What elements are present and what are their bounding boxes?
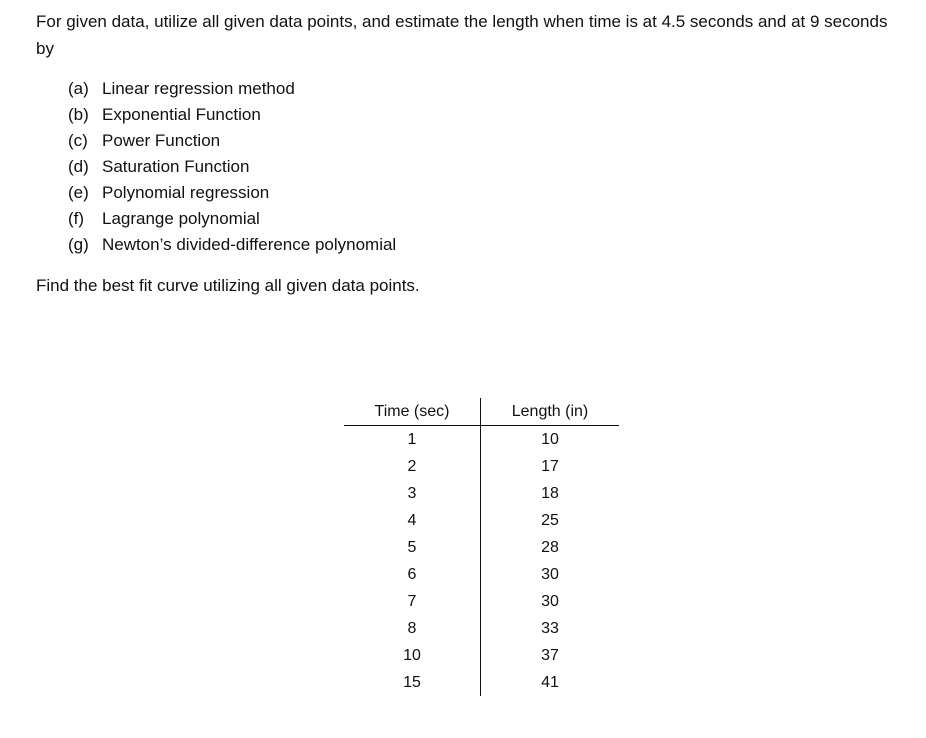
time-cell: 2: [407, 457, 417, 475]
time-cell: 1: [407, 430, 417, 448]
time-cell: 15: [403, 673, 421, 691]
table-row: [344, 588, 619, 615]
table-row: [344, 642, 619, 669]
method-letter: (b): [68, 105, 89, 124]
length-cell: 37: [481, 642, 620, 669]
length-cell: 30: [481, 561, 620, 588]
method-text: Polynomial regression: [102, 183, 270, 202]
method-item: [68, 154, 396, 180]
table-row: [344, 453, 619, 480]
table-row: [344, 561, 619, 588]
time-cell: 8: [407, 619, 417, 637]
length-cell: 25: [481, 507, 620, 534]
table-row: [344, 426, 619, 454]
method-item: [68, 232, 396, 258]
method-item: [68, 76, 396, 102]
closing-instruction: Find the best fit curve utilizing all given data points.: [36, 276, 420, 295]
length-cell: 30: [481, 588, 620, 615]
length-cell: 41: [481, 669, 620, 696]
time-cell: 4: [407, 511, 417, 529]
length-cell: 10: [481, 426, 620, 454]
table-row: [344, 507, 619, 534]
table-row: [344, 534, 619, 561]
method-letter: (g): [68, 235, 89, 254]
length-cell: 28: [481, 534, 620, 561]
method-text: Saturation Function: [102, 157, 250, 176]
table-row: [344, 615, 619, 642]
time-cell: 7: [407, 592, 417, 610]
method-letter: (d): [68, 157, 89, 176]
table-row: [344, 480, 619, 507]
method-letter: (c): [68, 131, 88, 150]
table-row: [344, 669, 619, 696]
method-letter: (e): [68, 183, 89, 202]
method-letter: (a): [68, 79, 89, 98]
time-cell: 5: [407, 538, 417, 556]
time-cell: 10: [403, 646, 421, 664]
method-item: [68, 128, 396, 154]
method-item: [68, 180, 396, 206]
time-cell: 6: [407, 565, 417, 583]
method-text: Lagrange polynomial: [102, 209, 260, 228]
table-header-row: [344, 398, 619, 426]
length-cell: 33: [481, 615, 620, 642]
method-item: [68, 206, 396, 232]
method-text: Exponential Function: [102, 105, 261, 124]
data-table: [344, 398, 619, 696]
time-cell: 3: [407, 484, 417, 502]
method-text: Linear regression method: [102, 79, 295, 98]
length-cell: 17: [481, 453, 620, 480]
header-time: Time (sec): [344, 398, 481, 426]
intro-paragraph: For given data, utilize all given data points, and estimate the length when time is at 4.5 seconds and at 9 seconds by: [36, 12, 888, 58]
method-text: Power Function: [102, 131, 221, 150]
method-item: [68, 102, 396, 128]
method-letter: (f): [68, 209, 85, 228]
length-cell: 18: [481, 480, 620, 507]
header-length: Length (in): [481, 398, 620, 426]
method-text: Newton’s divided-difference polynomial: [102, 235, 397, 254]
method-list: [68, 76, 396, 258]
